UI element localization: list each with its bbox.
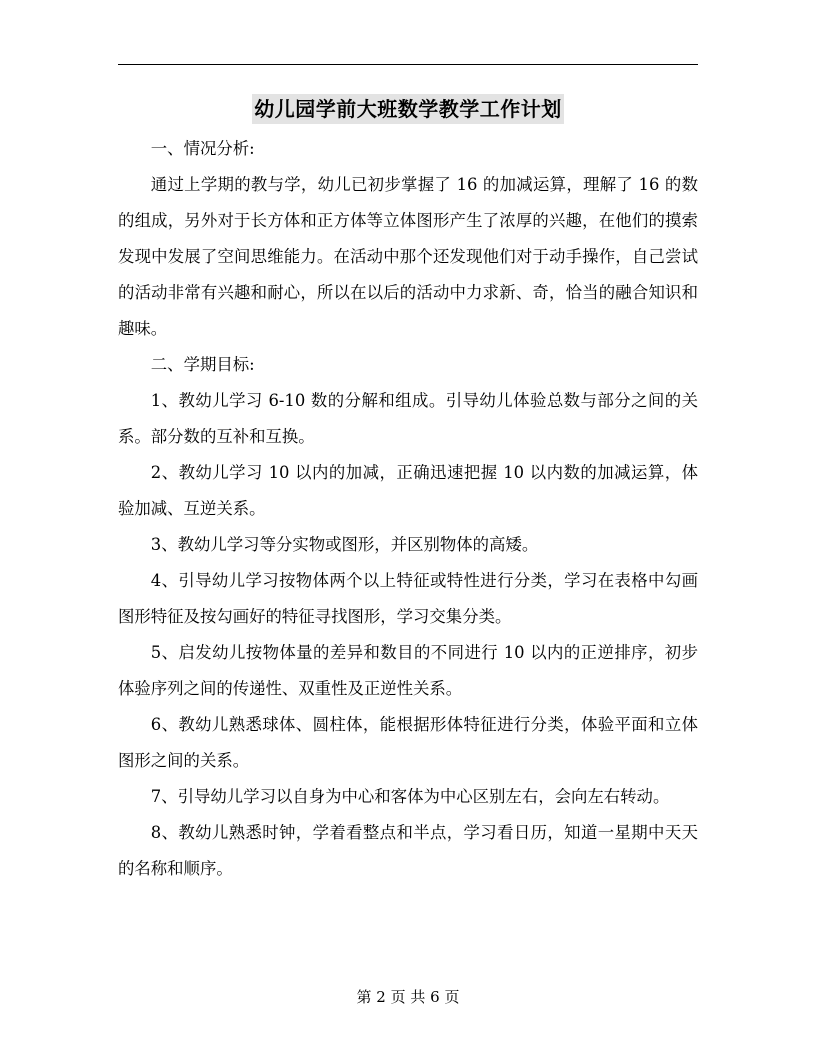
goal-item-8: 8、教幼儿熟悉时钟，学着看整点和半点，学习看日历，知道一星期中天天的名称和顺序。 xyxy=(118,823,698,878)
document-body xyxy=(118,131,698,887)
goal-item-4: 4、引导幼儿学习按物体两个以上特征或特性进行分类，学习在表格中勾画图形特征及按勾画好的特征寻找图形，学习交集分类。 xyxy=(118,571,698,626)
page-footer: 第 2 页 共 6 页 xyxy=(356,988,460,1006)
section-heading-analysis: 一、情况分析: xyxy=(150,139,255,158)
goal-item-1: 1、教幼儿学习 6-10 数的分解和组成。引导幼儿体验总数与部分之间的关系。部分数的互补和互换。 xyxy=(118,391,698,446)
document-title-wrap xyxy=(0,94,816,124)
header-rule xyxy=(118,64,698,65)
paragraph-analysis: 通过上学期的教与学，幼儿已初步掌握了 16 的加减运算，理解了 16 的数的组成，另外对于长方体和正方体等立体图形产生了浓厚的兴趣，在他们的摸索发现中发展了空间思维能力。在活动中那个还发现他们对于动手操作，自己尝试的活动非常有兴趣和耐心，所以在以后的活动中力求新、奇，恰当的融合知识和趣味。 xyxy=(118,175,698,338)
goal-item-6: 6、教幼儿熟悉球体、圆柱体，能根据形体特征进行分类，体验平面和立体图形之间的关系。 xyxy=(118,715,698,770)
section-heading-goals: 二、学期目标: xyxy=(150,355,255,374)
goal-item-2: 2、教幼儿学习 10 以内的加减，正确迅速把握 10 以内数的加减运算，体验加减、互逆关系。 xyxy=(118,463,698,518)
document-title: 幼儿园学前大班数学教学工作计划 xyxy=(252,94,564,124)
goal-item-3: 3、教幼儿学习等分实物或图形，并区别物体的高矮。 xyxy=(150,535,539,554)
goal-item-7: 7、引导幼儿学习以自身为中心和客体为中心区别左右，会向左右转动。 xyxy=(150,787,670,806)
goal-item-5: 5、启发幼儿按物体量的差异和数目的不同进行 10 以内的正逆排序，初步体验序列之间的传递性、双重性及正逆性关系。 xyxy=(118,643,698,698)
